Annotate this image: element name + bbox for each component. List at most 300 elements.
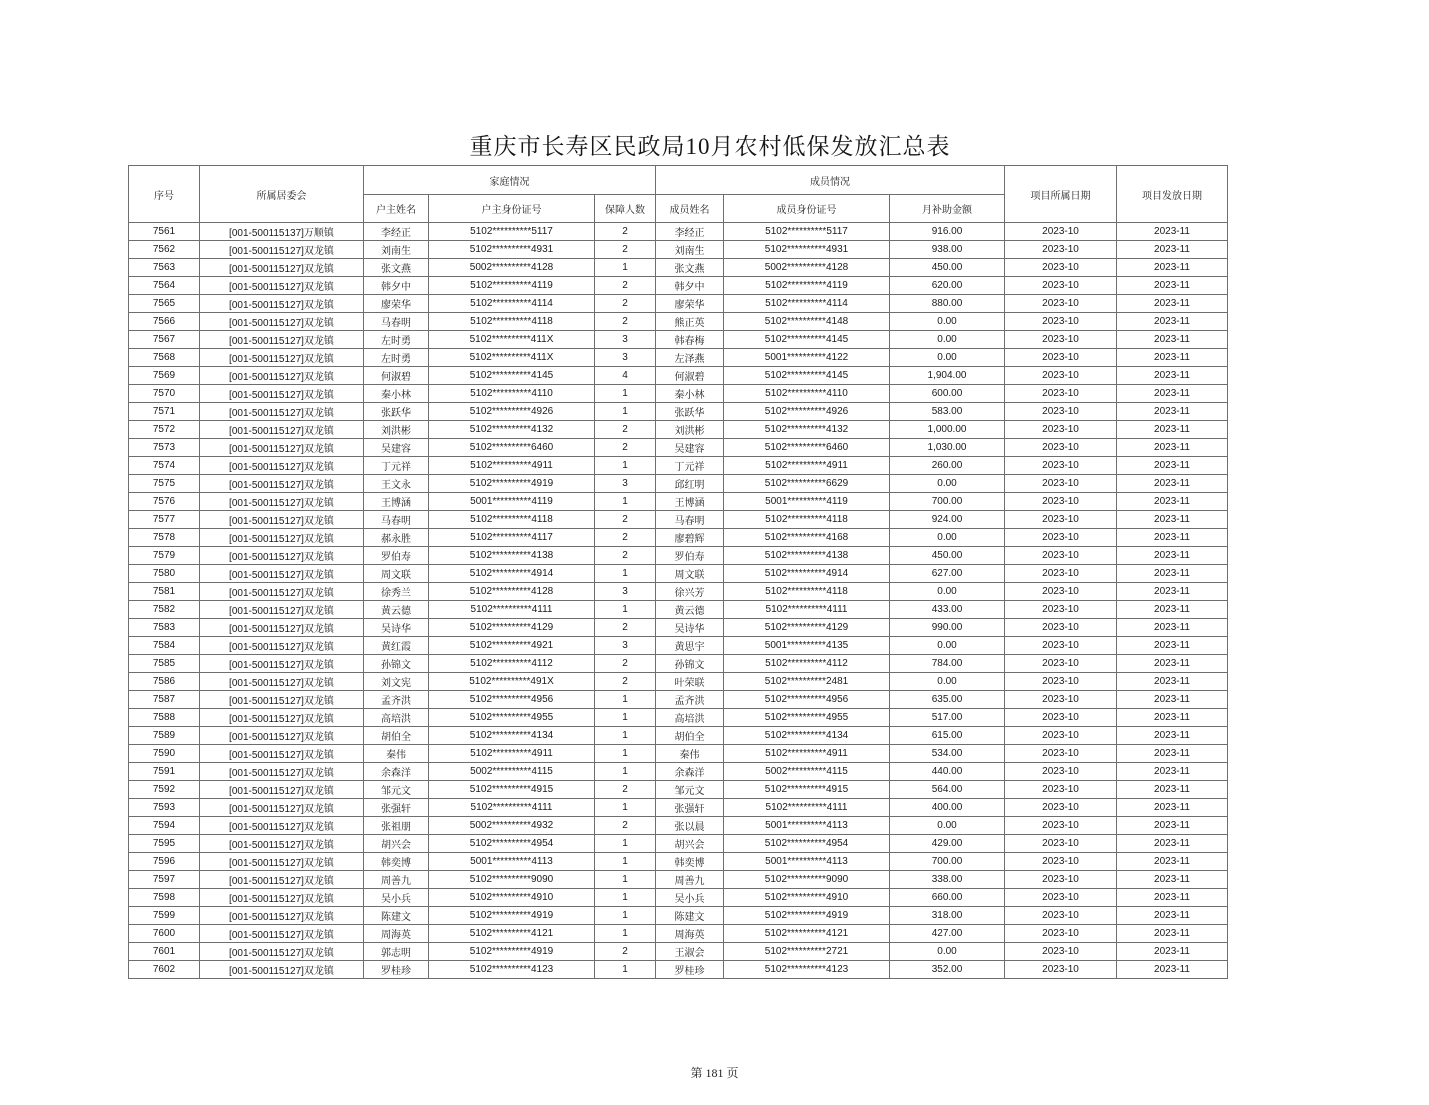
table-cell: 5102**********4112: [429, 655, 595, 673]
table-cell: 孙锦文: [364, 655, 429, 673]
table-cell: 3: [595, 331, 656, 349]
table-cell: 440.00: [890, 763, 1005, 781]
table-cell: 2023-10: [1005, 295, 1117, 313]
table-cell: 5102**********4145: [429, 367, 595, 385]
table-cell: 吴诗华: [656, 619, 724, 637]
table-row: [129, 565, 1228, 583]
table-cell: 5102**********4921: [429, 637, 595, 655]
table-cell: 3: [595, 637, 656, 655]
table-header: [129, 166, 1228, 223]
table-cell: [001-500115127]双龙镇: [200, 637, 364, 655]
table-cell: 韩奕博: [364, 853, 429, 871]
table-cell: 5002**********4115: [429, 763, 595, 781]
table-cell: 韩春梅: [656, 331, 724, 349]
table-cell: 7593: [129, 799, 200, 817]
table-cell: 0.00: [890, 673, 1005, 691]
header-family-group: 家庭情况: [364, 166, 656, 195]
table-cell: [001-500115127]双龙镇: [200, 853, 364, 871]
table-cell: 2023-11: [1117, 583, 1228, 601]
table-cell: 2023-10: [1005, 439, 1117, 457]
table-cell: [001-500115127]双龙镇: [200, 295, 364, 313]
header-project-period: 项目所属日期: [1005, 166, 1117, 223]
table-cell: 徐兴芳: [656, 583, 724, 601]
table-cell: 2023-11: [1117, 421, 1228, 439]
table-row: [129, 853, 1228, 871]
table-row: [129, 889, 1228, 907]
table-row: [129, 223, 1228, 241]
table-cell: 5102**********4128: [429, 583, 595, 601]
table-cell: 5102**********4134: [724, 727, 890, 745]
table-cell: 5102**********4919: [724, 907, 890, 925]
table-cell: 2023-11: [1117, 511, 1228, 529]
table-cell: [001-500115127]双龙镇: [200, 331, 364, 349]
table-cell: 孙锦文: [656, 655, 724, 673]
table-cell: 1: [595, 853, 656, 871]
table-cell: 2023-11: [1117, 439, 1228, 457]
table-cell: 7599: [129, 907, 200, 925]
table-cell: 马春明: [656, 511, 724, 529]
table-cell: 5102**********5117: [724, 223, 890, 241]
table-row: [129, 277, 1228, 295]
table-cell: 黄云德: [364, 601, 429, 619]
table-cell: 2: [595, 619, 656, 637]
table-cell: 7563: [129, 259, 200, 277]
table-cell: 2023-10: [1005, 457, 1117, 475]
header-member-name: 成员姓名: [656, 195, 724, 223]
table-cell: 583.00: [890, 403, 1005, 421]
table-cell: 2023-11: [1117, 655, 1228, 673]
table-cell: 2023-10: [1005, 817, 1117, 835]
table-cell: 2: [595, 295, 656, 313]
table-cell: 450.00: [890, 547, 1005, 565]
table-cell: 5102**********4114: [429, 295, 595, 313]
table-cell: 5102**********4956: [724, 691, 890, 709]
table-cell: [001-500115127]双龙镇: [200, 385, 364, 403]
table-cell: 周文联: [364, 565, 429, 583]
table-cell: 5102**********4955: [429, 709, 595, 727]
table-row: [129, 547, 1228, 565]
table-cell: 2023-10: [1005, 367, 1117, 385]
table-cell: [001-500115127]双龙镇: [200, 601, 364, 619]
table-cell: 张文燕: [656, 259, 724, 277]
table-cell: 5102**********4919: [429, 475, 595, 493]
table-cell: 2023-10: [1005, 331, 1117, 349]
table-row: [129, 529, 1228, 547]
table-cell: 廖荣华: [364, 295, 429, 313]
table-cell: 5001**********4122: [724, 349, 890, 367]
table-cell: 2023-11: [1117, 457, 1228, 475]
table-cell: 2: [595, 781, 656, 799]
table-cell: 5102**********9090: [724, 871, 890, 889]
table-cell: 2: [595, 943, 656, 961]
table-cell: 1: [595, 961, 656, 979]
table-cell: 433.00: [890, 601, 1005, 619]
table-cell: 700.00: [890, 493, 1005, 511]
table-cell: 5001**********4119: [724, 493, 890, 511]
table-cell: 7575: [129, 475, 200, 493]
table-cell: 陈建文: [364, 907, 429, 925]
table-cell: 5102**********4168: [724, 529, 890, 547]
table-row: [129, 709, 1228, 727]
table-cell: 700.00: [890, 853, 1005, 871]
table-cell: 916.00: [890, 223, 1005, 241]
table-cell: 7585: [129, 655, 200, 673]
table-cell: 2023-11: [1117, 475, 1228, 493]
table-cell: 5102**********411X: [429, 349, 595, 367]
table-cell: 3: [595, 583, 656, 601]
table-cell: 2023-10: [1005, 223, 1117, 241]
table-cell: 5102**********6460: [724, 439, 890, 457]
table-row: [129, 457, 1228, 475]
table-cell: 2023-10: [1005, 385, 1117, 403]
table-cell: 2023-10: [1005, 781, 1117, 799]
table-cell: 7581: [129, 583, 200, 601]
table-cell: 0.00: [890, 943, 1005, 961]
table-cell: 2023-11: [1117, 601, 1228, 619]
table-cell: 635.00: [890, 691, 1005, 709]
table-cell: 2023-11: [1117, 277, 1228, 295]
table-cell: 陈建文: [656, 907, 724, 925]
table-cell: 7579: [129, 547, 200, 565]
table-cell: 534.00: [890, 745, 1005, 763]
table-cell: 2023-11: [1117, 727, 1228, 745]
table-cell: 郝永胜: [364, 529, 429, 547]
table-row: [129, 583, 1228, 601]
table-cell: 1: [595, 457, 656, 475]
table-row: [129, 655, 1228, 673]
table-cell: 5102**********6460: [429, 439, 595, 457]
table-cell: 7572: [129, 421, 200, 439]
table-cell: [001-500115127]双龙镇: [200, 241, 364, 259]
table-cell: 1: [595, 493, 656, 511]
table-cell: 427.00: [890, 925, 1005, 943]
table-cell: 7584: [129, 637, 200, 655]
table-cell: 张强轩: [656, 799, 724, 817]
table-cell: 7573: [129, 439, 200, 457]
table-cell: 7576: [129, 493, 200, 511]
table-cell: 5102**********4129: [429, 619, 595, 637]
table-cell: 7591: [129, 763, 200, 781]
table-cell: [001-500115127]双龙镇: [200, 421, 364, 439]
table-cell: 7577: [129, 511, 200, 529]
table-cell: 3: [595, 349, 656, 367]
table-cell: 2: [595, 655, 656, 673]
table-row: [129, 619, 1228, 637]
table-cell: 2023-11: [1117, 403, 1228, 421]
table-cell: 左泽燕: [656, 349, 724, 367]
table-cell: 2023-10: [1005, 745, 1117, 763]
table-cell: 5001**********4119: [429, 493, 595, 511]
table-cell: 叶荣联: [656, 673, 724, 691]
table-cell: [001-500115127]双龙镇: [200, 349, 364, 367]
table-cell: 郭志明: [364, 943, 429, 961]
table-cell: 5001**********4113: [724, 817, 890, 835]
table-cell: 2023-11: [1117, 907, 1228, 925]
table-cell: 徐秀兰: [364, 583, 429, 601]
table-cell: 5102**********4910: [429, 889, 595, 907]
table-cell: 2023-10: [1005, 961, 1117, 979]
table-cell: 0.00: [890, 817, 1005, 835]
table-cell: [001-500115127]双龙镇: [200, 745, 364, 763]
table-cell: 2023-10: [1005, 529, 1117, 547]
table-cell: 韩奕博: [656, 853, 724, 871]
table-cell: 5102**********4110: [429, 385, 595, 403]
table-cell: 2023-11: [1117, 835, 1228, 853]
table-cell: 7588: [129, 709, 200, 727]
table-cell: 5002**********4932: [429, 817, 595, 835]
table-cell: [001-500115127]双龙镇: [200, 259, 364, 277]
table-cell: 5102**********4111: [724, 799, 890, 817]
page-number: 第 181 页: [690, 1066, 739, 1080]
table-cell: 5102**********4931: [724, 241, 890, 259]
table-cell: 1: [595, 907, 656, 925]
header-insured-count: 保障人数: [595, 195, 656, 223]
table-cell: 5102**********4132: [429, 421, 595, 439]
table-cell: 2: [595, 313, 656, 331]
table-cell: 高培洪: [364, 709, 429, 727]
table-cell: 5102**********4914: [429, 565, 595, 583]
table-cell: [001-500115127]双龙镇: [200, 475, 364, 493]
table-cell: [001-500115127]双龙镇: [200, 961, 364, 979]
table-cell: 5102**********2721: [724, 943, 890, 961]
table-cell: 5102**********4919: [429, 907, 595, 925]
table-cell: 429.00: [890, 835, 1005, 853]
table-cell: 5102**********4931: [429, 241, 595, 259]
table-cell: 2: [595, 529, 656, 547]
table-cell: 2023-11: [1117, 637, 1228, 655]
table-cell: [001-500115127]双龙镇: [200, 727, 364, 745]
table-cell: 余森洋: [656, 763, 724, 781]
table-cell: 517.00: [890, 709, 1005, 727]
table-cell: 周善九: [364, 871, 429, 889]
table-cell: [001-500115127]双龙镇: [200, 583, 364, 601]
table-cell: 5102**********4919: [429, 943, 595, 961]
table-cell: 2023-11: [1117, 295, 1228, 313]
table-cell: 秦小林: [656, 385, 724, 403]
table-cell: [001-500115127]双龙镇: [200, 547, 364, 565]
table-cell: 2023-10: [1005, 583, 1117, 601]
table-row: [129, 601, 1228, 619]
table-cell: 秦小林: [364, 385, 429, 403]
table-row: [129, 313, 1228, 331]
table-cell: 吴建容: [364, 439, 429, 457]
table-cell: 5102**********4118: [724, 583, 890, 601]
table-row: [129, 799, 1228, 817]
table-cell: 韩夕中: [364, 277, 429, 295]
table-row: [129, 259, 1228, 277]
table-cell: 2023-10: [1005, 943, 1117, 961]
table-cell: 352.00: [890, 961, 1005, 979]
table-cell: 1: [595, 385, 656, 403]
table-row: [129, 943, 1228, 961]
table-cell: 左时勇: [364, 349, 429, 367]
table-cell: 0.00: [890, 529, 1005, 547]
table-cell: 564.00: [890, 781, 1005, 799]
table-cell: 王文永: [364, 475, 429, 493]
table-cell: 7582: [129, 601, 200, 619]
table-cell: 5102**********4123: [429, 961, 595, 979]
table-cell: 2: [595, 223, 656, 241]
table-row: [129, 907, 1228, 925]
table-cell: 7562: [129, 241, 200, 259]
table-cell: 2023-11: [1117, 331, 1228, 349]
table-cell: 7589: [129, 727, 200, 745]
table-cell: 2023-11: [1117, 349, 1228, 367]
table-cell: 邹元文: [656, 781, 724, 799]
table-row: [129, 817, 1228, 835]
table-cell: 660.00: [890, 889, 1005, 907]
table-cell: 周海英: [364, 925, 429, 943]
table-cell: 吴建容: [656, 439, 724, 457]
table-cell: 胡伯全: [364, 727, 429, 745]
table-cell: 7567: [129, 331, 200, 349]
table-cell: 2: [595, 547, 656, 565]
table-cell: 1,904.00: [890, 367, 1005, 385]
table-cell: 秦伟: [656, 745, 724, 763]
table-cell: 1: [595, 565, 656, 583]
table-cell: 7601: [129, 943, 200, 961]
table-cell: 黄红霞: [364, 637, 429, 655]
table-cell: [001-500115127]双龙镇: [200, 457, 364, 475]
table-cell: 7568: [129, 349, 200, 367]
table-cell: 2023-11: [1117, 385, 1228, 403]
table-cell: 5102**********4138: [429, 547, 595, 565]
table-cell: 5102**********4911: [429, 457, 595, 475]
header-committee: 所属居委会: [200, 166, 364, 223]
table-cell: 7580: [129, 565, 200, 583]
table-cell: 王淑会: [656, 943, 724, 961]
table-cell: 2023-11: [1117, 241, 1228, 259]
table-cell: 5102**********4118: [429, 313, 595, 331]
table-cell: 0.00: [890, 583, 1005, 601]
table-cell: 2023-10: [1005, 799, 1117, 817]
table-cell: 2023-10: [1005, 691, 1117, 709]
table-cell: 2023-10: [1005, 601, 1117, 619]
table-cell: [001-500115127]双龙镇: [200, 511, 364, 529]
table-cell: 罗桂珍: [364, 961, 429, 979]
table-cell: [001-500115127]双龙镇: [200, 799, 364, 817]
table-row: [129, 475, 1228, 493]
table-cell: 2023-10: [1005, 619, 1117, 637]
table-cell: 924.00: [890, 511, 1005, 529]
table-cell: 刘南生: [364, 241, 429, 259]
table-cell: 张文燕: [364, 259, 429, 277]
table-cell: 王博涵: [656, 493, 724, 511]
table-cell: 5102**********4121: [724, 925, 890, 943]
table-cell: 2023-11: [1117, 763, 1228, 781]
table-cell: 1: [595, 835, 656, 853]
table-cell: 7565: [129, 295, 200, 313]
table-cell: 5102**********4111: [429, 799, 595, 817]
table-cell: 2023-10: [1005, 637, 1117, 655]
header-serial: 序号: [129, 166, 200, 223]
table-cell: 2023-11: [1117, 673, 1228, 691]
table-row: [129, 745, 1228, 763]
table-cell: 2023-11: [1117, 493, 1228, 511]
table-cell: 2023-11: [1117, 799, 1228, 817]
table-cell: 吴小兵: [364, 889, 429, 907]
table-cell: 5102**********4134: [429, 727, 595, 745]
table-cell: 2023-11: [1117, 223, 1228, 241]
table-cell: 5102**********4111: [724, 601, 890, 619]
table-cell: 2023-10: [1005, 907, 1117, 925]
table-cell: 2023-11: [1117, 925, 1228, 943]
table-cell: 938.00: [890, 241, 1005, 259]
table-cell: 7574: [129, 457, 200, 475]
table-row: [129, 637, 1228, 655]
table-cell: 1,030.00: [890, 439, 1005, 457]
table-cell: 338.00: [890, 871, 1005, 889]
table-cell: 2023-11: [1117, 889, 1228, 907]
table-cell: 5102**********4914: [724, 565, 890, 583]
table-cell: 7571: [129, 403, 200, 421]
table-cell: 5002**********4115: [724, 763, 890, 781]
table-cell: 2023-11: [1117, 619, 1228, 637]
table-cell: 高培洪: [656, 709, 724, 727]
table-cell: 5102**********4145: [724, 331, 890, 349]
table-cell: 2023-10: [1005, 655, 1117, 673]
table-cell: [001-500115137]万顺镇: [200, 223, 364, 241]
table-cell: 5102**********4956: [429, 691, 595, 709]
table-cell: 5102**********4112: [724, 655, 890, 673]
table-cell: [001-500115127]双龙镇: [200, 889, 364, 907]
table-cell: 2023-10: [1005, 547, 1117, 565]
table-cell: 7583: [129, 619, 200, 637]
table-cell: 5102**********4954: [429, 835, 595, 853]
table-cell: 1: [595, 799, 656, 817]
table-cell: 5102**********4915: [429, 781, 595, 799]
table-cell: 5001**********4113: [724, 853, 890, 871]
table-cell: 2023-10: [1005, 421, 1117, 439]
table-cell: 7595: [129, 835, 200, 853]
table-cell: 627.00: [890, 565, 1005, 583]
subsidy-summary-table: [128, 165, 1228, 979]
table-cell: 左时勇: [364, 331, 429, 349]
table-row: [129, 925, 1228, 943]
table-cell: 1,000.00: [890, 421, 1005, 439]
header-member-group: 成员情况: [656, 166, 1005, 195]
table-cell: 2023-11: [1117, 529, 1228, 547]
table-cell: [001-500115127]双龙镇: [200, 835, 364, 853]
table-cell: 7586: [129, 673, 200, 691]
table-cell: 2: [595, 421, 656, 439]
table-cell: 胡兴会: [364, 835, 429, 853]
table-cell: 7596: [129, 853, 200, 871]
table-cell: 7602: [129, 961, 200, 979]
table-cell: 2023-11: [1117, 547, 1228, 565]
table-cell: 5001**********4113: [429, 853, 595, 871]
table-cell: [001-500115127]双龙镇: [200, 673, 364, 691]
table-cell: [001-500115127]双龙镇: [200, 871, 364, 889]
table-cell: 0.00: [890, 637, 1005, 655]
table-cell: 周善九: [656, 871, 724, 889]
table-row: [129, 835, 1228, 853]
table-cell: 孟齐洪: [656, 691, 724, 709]
table-cell: 7597: [129, 871, 200, 889]
table-cell: 2023-10: [1005, 871, 1117, 889]
table-cell: 2023-10: [1005, 565, 1117, 583]
table-cell: [001-500115127]双龙镇: [200, 691, 364, 709]
table-cell: 2: [595, 277, 656, 295]
table-cell: 1: [595, 727, 656, 745]
table-cell: 7570: [129, 385, 200, 403]
table-cell: 5102**********4954: [724, 835, 890, 853]
table-cell: 5102**********4129: [724, 619, 890, 637]
table-cell: 邹元文: [364, 781, 429, 799]
table-cell: 2023-11: [1117, 367, 1228, 385]
table-cell: 丁元祥: [656, 457, 724, 475]
table-cell: 1: [595, 763, 656, 781]
